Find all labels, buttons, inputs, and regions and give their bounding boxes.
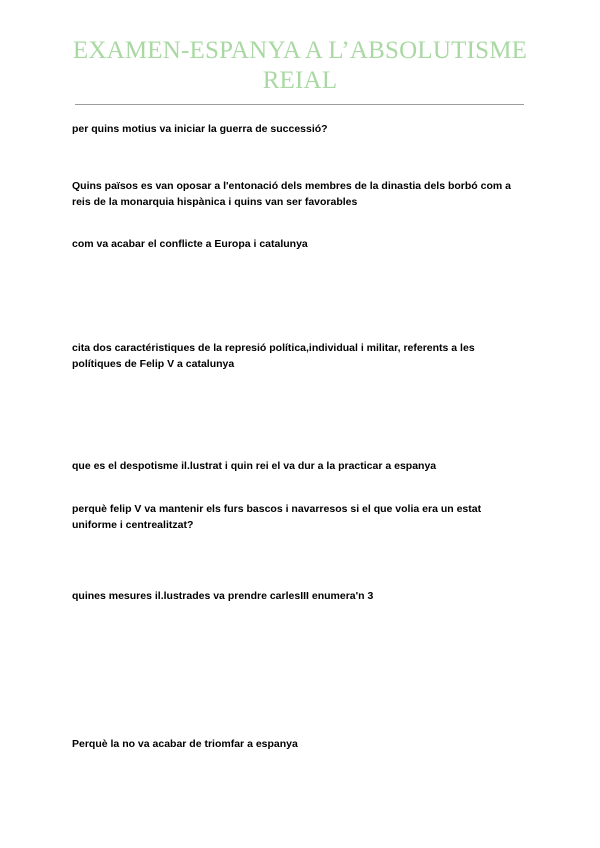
question-8: Perquè la no va acabar de triomfar a espanya [72, 738, 298, 750]
question-2: Quins països es van oposar a l'entonació dels membres de la dinastia dels borbó com a reis de la monarquia hispànica i quins van ser favorables [72, 180, 511, 208]
exam-title: EXAMEN-ESPANYA A L’ABSOLUTISME REIAL [72, 37, 528, 94]
title-divider [75, 104, 524, 105]
question-5: que es el despotisme il.lustrat i quin rei el va dur a la practicar a espanya [72, 460, 437, 472]
question-4: cita dos caractéristiques de la represió política,individual i militar, referents a les polítiques de Felip V a catalunya [72, 342, 475, 370]
question-7: quines mesures il.lustrades va prendre carlesIII enumera'n 3 [72, 590, 374, 602]
question-6: perquè felip V va mantenir els furs bascos i navarresos si el que volia era un estat uniforme i centrealitzat? [72, 503, 482, 531]
question-1: per quins motius va iniciar la guerra de successió? [72, 123, 328, 135]
question-3: com va acabar el conflicte a Europa i catalunya [72, 238, 308, 250]
